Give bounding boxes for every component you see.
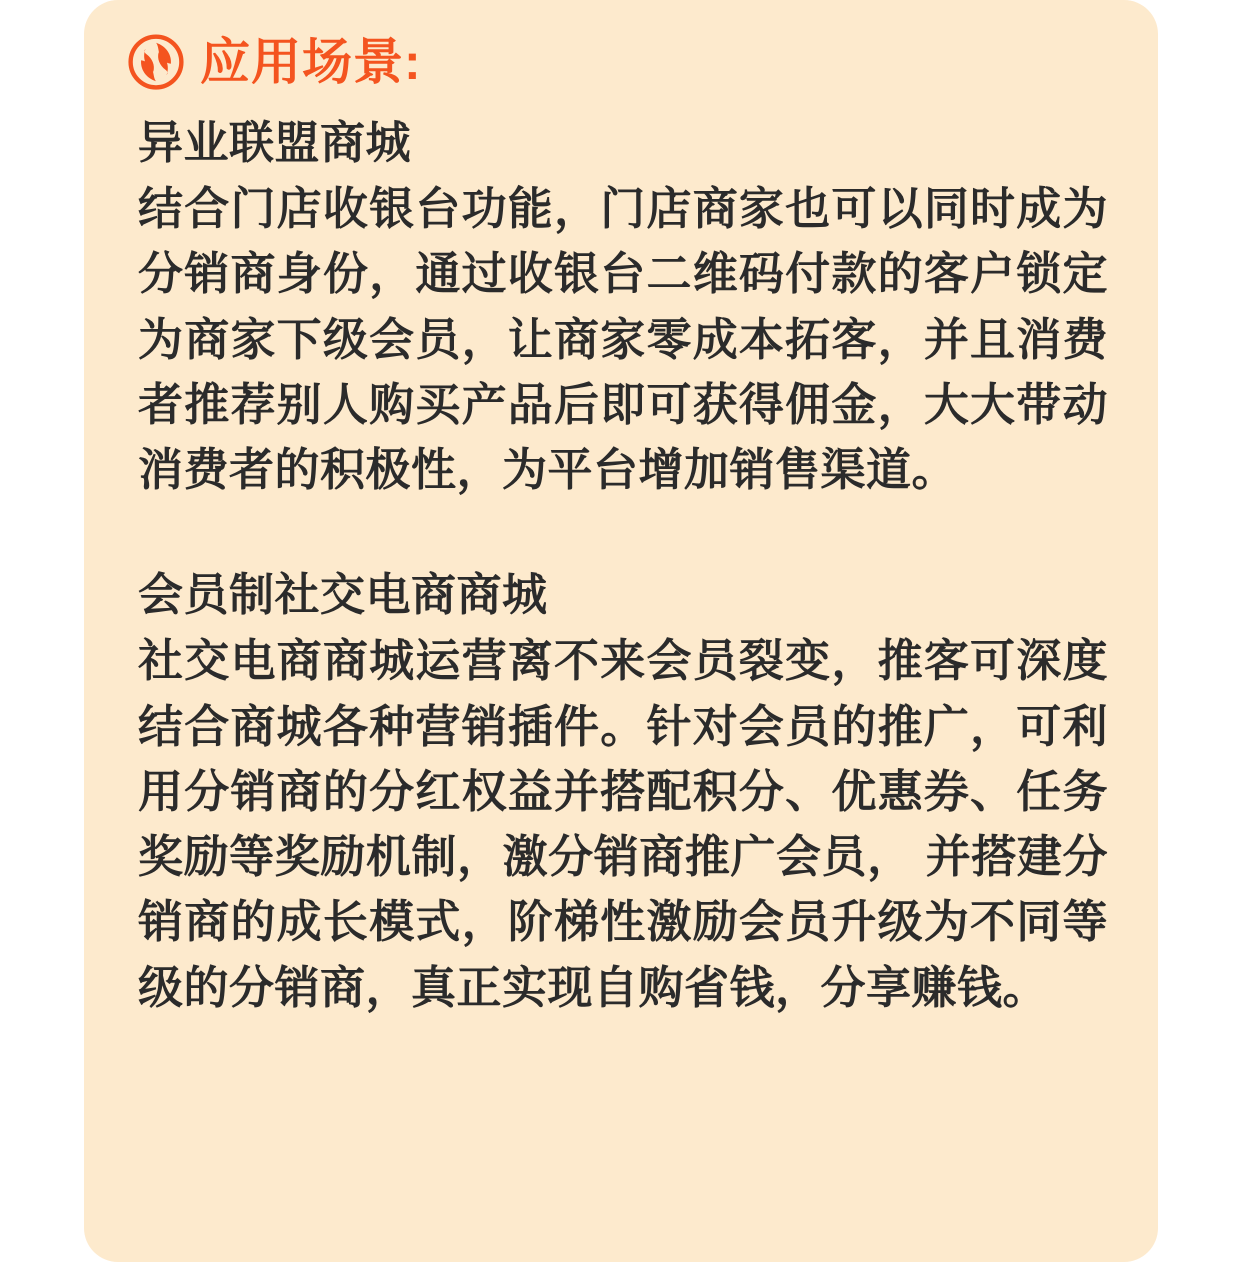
block-separator [128,502,1114,564]
scenario-block-2 [128,564,1114,1020]
shutter-icon [128,34,184,90]
scenario-block-1 [128,112,1114,502]
card-content [84,0,1158,1020]
section-title: 应用场景: [200,33,422,90]
scenario-card [84,0,1158,1262]
block-body: 结合门店收银台功能，门店商家也可以同时成为分销商身份，通过收银台二维码付款的客户锁定为商家下级会员，让商家零成本拓客，并且消费者推荐别人购买产品后即可获得佣金，大大带动消费者的积极性，为平台增加销售渠道。 [138,183,1108,496]
section-header [128,34,1114,90]
block-heading: 会员制社交电商商城 [138,569,548,621]
block-heading: 异业联盟商城 [138,117,412,168]
block-body: 社交电商商城运营离不来会员裂变，推客可深度结合商城各种营销插件。针对会员的推广，可利用分销商的分红权益并搭配积分、优惠券、任务奖励等奖励机制，激分销商推广会员， 并搭建分销商的成长模式，阶梯性激励会员升级为不同等级的分销商，真正实现自购省钱，分享赚钱。 [138,635,1108,1013]
